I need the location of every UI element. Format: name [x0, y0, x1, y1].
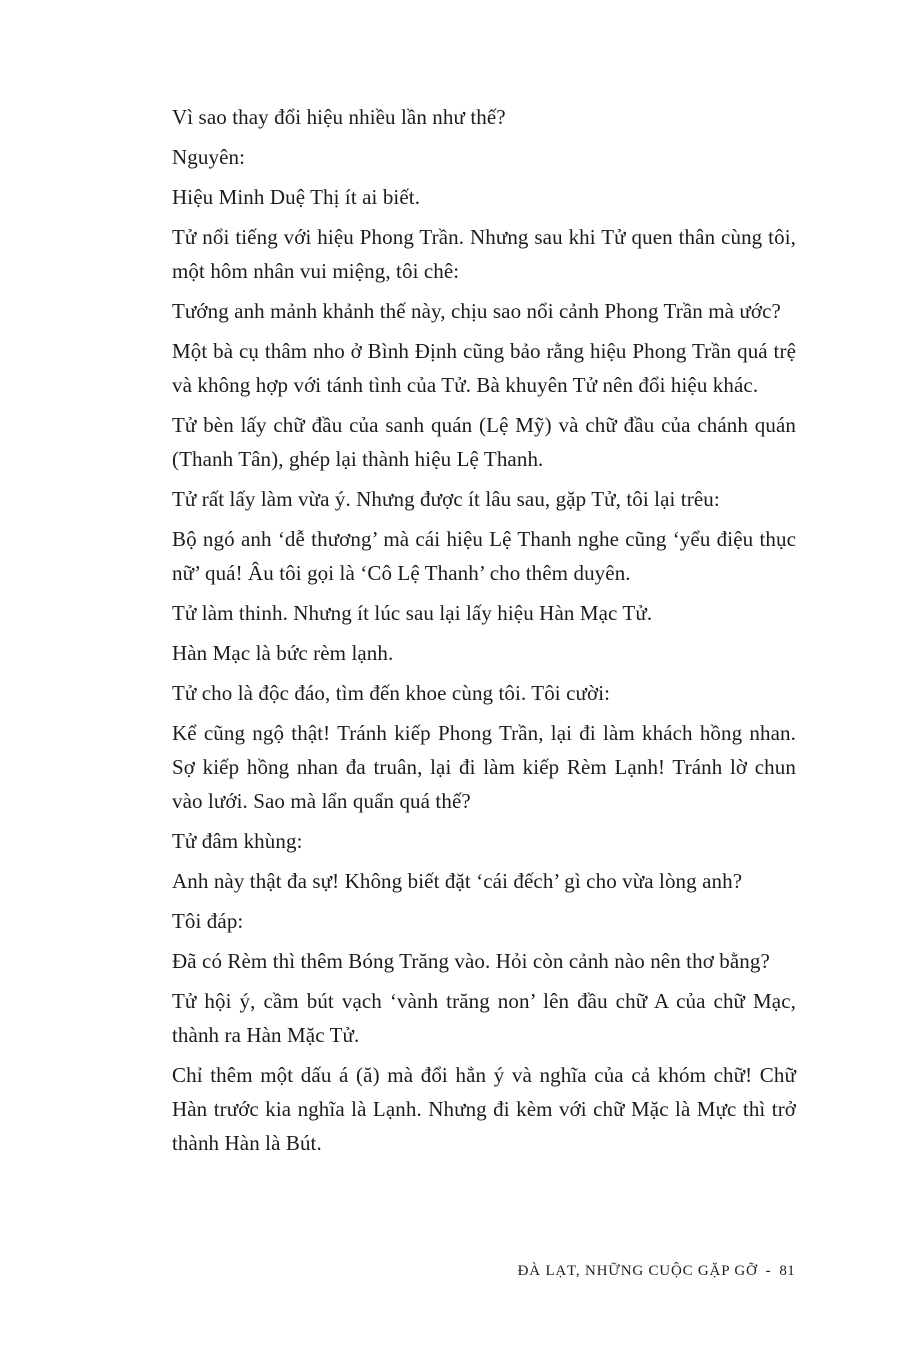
body-text	[172, 100, 796, 1166]
paragraph: Một bà cụ thâm nho ở Bình Định cũng bảo rằng hiệu Phong Trần quá trệ và không hợp với tánh tình của Tử. Bà khuyên Tử nên đổi hiệu khác.	[172, 339, 796, 397]
paragraph: Bộ ngó anh ‘dễ thương’ mà cái hiệu Lệ Thanh nghe cũng ‘yểu điệu thục nữ’ quá! Âu tôi gọi là ‘Cô Lệ Thanh’ cho thêm duyên.	[172, 527, 796, 585]
paragraph: Tử làm thinh. Nhưng ít lúc sau lại lấy hiệu Hàn Mạc Tử.	[172, 601, 653, 625]
paragraph: Tử nổi tiếng với hiệu Phong Trần. Nhưng sau khi Tử quen thân cùng tôi, một hôm nhân vui miệng, tôi chê:	[172, 225, 796, 283]
paragraph: Tử hội ý, cầm bút vạch ‘vành trăng non’ lên đầu chữ A của chữ Mạc, thành ra Hàn Mặc Tử.	[172, 989, 796, 1047]
paragraph: Anh này thật đa sự! Không biết đặt ‘cái đếch’ gì cho vừa lòng anh?	[172, 869, 743, 893]
paragraph: Vì sao thay đổi hiệu nhiều lần như thế?	[172, 105, 506, 129]
paragraph: Đã có Rèm thì thêm Bóng Trăng vào. Hỏi còn cảnh nào nên thơ bằng?	[172, 949, 770, 973]
paragraph: Tử đâm khùng:	[172, 829, 303, 853]
footer-separator: -	[765, 1263, 772, 1279]
paragraph: Nguyên:	[172, 145, 246, 169]
running-footer	[518, 1263, 795, 1280]
paragraph: Hiệu Minh Duệ Thị ít ai biết.	[172, 185, 421, 209]
paragraph: Tử cho là độc đáo, tìm đến khoe cùng tôi. Tôi cười:	[172, 681, 611, 705]
paragraph: Tử rất lấy làm vừa ý. Nhưng được ít lâu sau, gặp Tử, tôi lại trêu:	[172, 487, 720, 511]
paragraph: Tử bèn lấy chữ đầu của sanh quán (Lệ Mỹ) và chữ đầu của chánh quán (Thanh Tân), ghép lại thành hiệu Lệ Thanh.	[172, 413, 796, 471]
page-number: 81	[779, 1263, 795, 1279]
footer-book-title: ĐÀ LẠT, NHỮNG CUỘC GẶP GỠ	[517, 1263, 758, 1279]
paragraph: Tôi đáp:	[172, 909, 244, 933]
paragraph: Hàn Mạc là bức rèm lạnh.	[172, 641, 394, 665]
paragraph: Kể cũng ngộ thật! Tránh kiếp Phong Trần, lại đi làm khách hồng nhan. Sợ kiếp hồng nhan đa truân, lại đi làm kiếp Rèm Lạnh! Tránh lờ chun vào lưới. Sao mà lẩn quẩn quá thế?	[172, 721, 796, 813]
paragraph: Tướng anh mảnh khảnh thế này, chịu sao nổi cảnh Phong Trần mà ước?	[172, 299, 781, 323]
paragraph: Chỉ thêm một dấu á (ă) mà đổi hẳn ý và nghĩa của cả khóm chữ! Chữ Hàn trước kia nghĩa là Lạnh. Nhưng đi kèm với chữ Mặc là Mực thì trở thành Hàn là Bút.	[172, 1063, 796, 1155]
